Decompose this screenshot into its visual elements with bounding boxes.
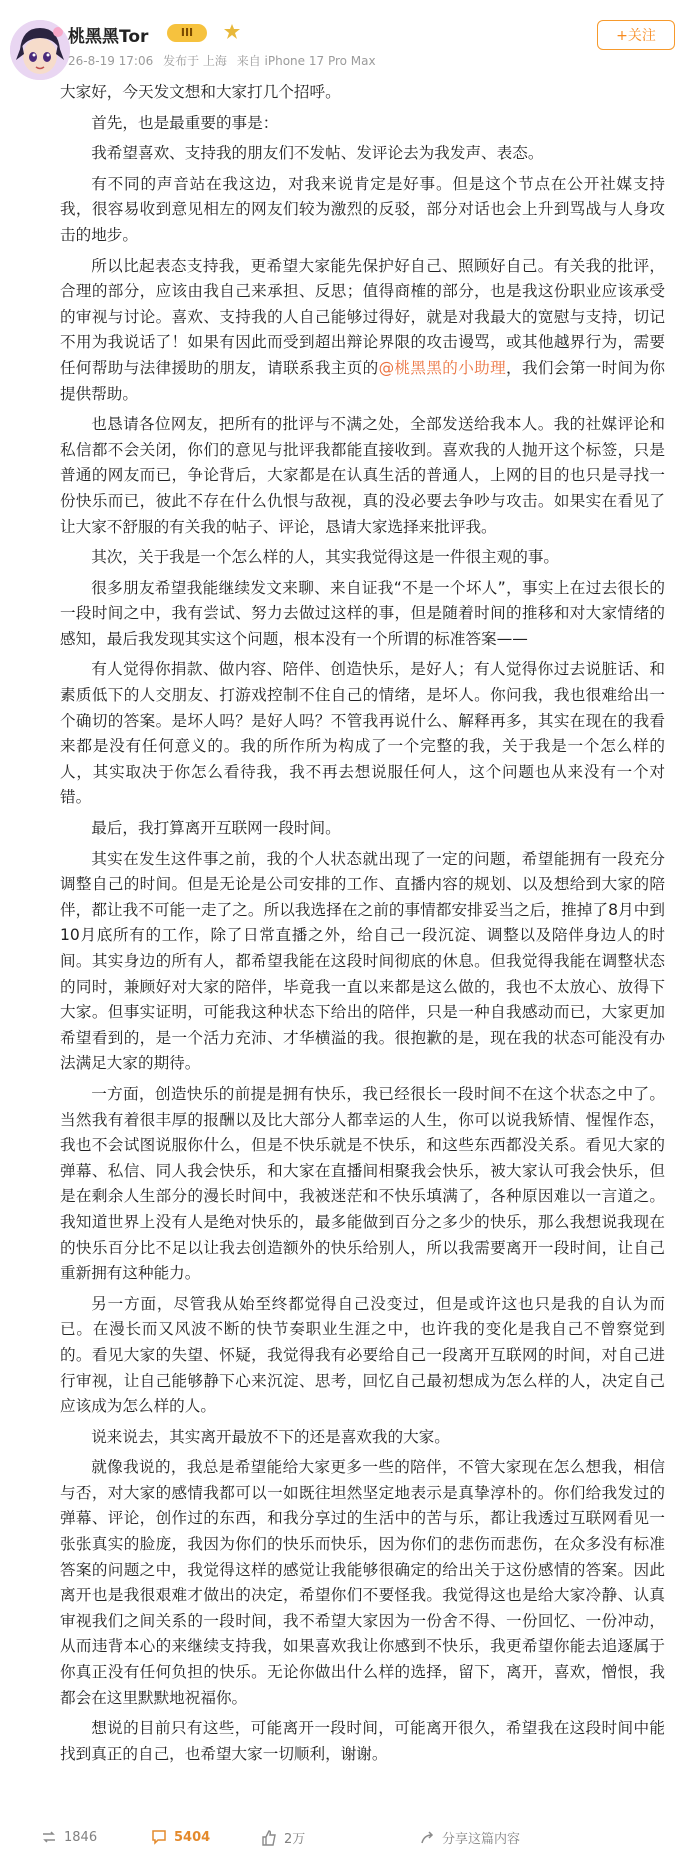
share-icon	[418, 1829, 436, 1847]
paragraph: 大家好，今天发文想和大家打几个招呼。	[60, 83, 341, 101]
avatar-illustration	[10, 20, 70, 80]
share-label: 分享这篇内容	[442, 1832, 521, 1847]
paragraph: 有不同的声音站在我这边，对我来说肯定是好事。但是这个节点在公开社媒支持我，很容易收到意见相左的网友们较为激烈的反驳，部分对话也会上升到骂战与人身攻击的地步。	[60, 174, 665, 244]
like-action[interactable]	[260, 1828, 305, 1847]
paragraph: 也恳请各位网友，把所有的批评与不满之处，全部发送给我本人。我的社媒评论和私信都不会关闭，你们的意见与批评我都能直接收到。喜欢我的人抛开这个标签，只是普通的网友而已，争论背后，大家都是在认真生活的普通人，上网的目的也只是寻找一份快乐而已，彼此不存在什么仇恨与敌视，真的没必要去争吵与攻击。如果实在看见了让大家不舒服的有关我的帖子、评论，恳请大家选择来批评我。	[60, 415, 665, 536]
post-body	[60, 80, 665, 1772]
comment-count: 5404	[174, 1829, 211, 1845]
paragraph: 最后，我打算离开互联网一段时间。	[91, 819, 341, 838]
repost-icon	[40, 1828, 58, 1846]
mention-link[interactable]: @桃黑黑的小助理	[378, 358, 507, 377]
comment-action[interactable]	[150, 1828, 210, 1846]
paragraph: 我希望喜欢、支持我的朋友们不发帖、发评论去为我发声、表态。	[91, 144, 544, 163]
post-meta	[68, 52, 382, 69]
thumbs-up-icon	[260, 1829, 278, 1847]
post-device: 来自 iPhone 17 Pro Max	[236, 54, 376, 68]
repost-action[interactable]	[40, 1828, 97, 1846]
share-action[interactable]	[418, 1828, 520, 1847]
paragraph: 其实在发生这件事之前，我的个人状态就出现了一定的问题，希望能拥有一段充分调整自己的时间。但是无论是公司安排的工作、直播内容的规划、以及想给到大家的陪伴，都让我不可能一走了之。所以我选择在之前的事情都安排妥当之后，推掉了8月中到10月底所有的工作，除了日常直播之外，给自己一段沉淀、调整以及陪伴身边人的时间。其实身边的所有人，都希望我能在这段时间彻底的休息。但我觉得我能在调整状态的同时，兼顾好对大家的陪伴，毕竟我一直以来都是这么做的，我也不太放心、放得下大家。但事实证明，可能我这种状态下给出的陪伴，只是一种自我感动而已，大家更加希望看到的，是一个活力充沛、才华横溢的我。很抱歉的是，现在我的状态可能没有办法满足大家的期待。	[60, 849, 665, 1073]
paragraph: 另一方面，尽管我从始至终都觉得自己没变过，但是或许这也只是我的自认为而已。在漫长而又风波不断的快节奏职业生涯之中，也许我的变化是我自己不曾察觉到的。看见大家的失望、怀疑，我觉得我有必要给自己一段离开互联网的时间，对自己进行审视，让自己能够静下心来沉淀、思考，回忆自己最初想成为怎么样的人，决定自己应该成为怎么样的人。	[60, 1294, 665, 1416]
comment-icon	[150, 1828, 168, 1846]
paragraph	[60, 254, 665, 408]
post-location: 发布于 上海	[163, 54, 227, 68]
paragraph: 一方面，创造快乐的前提是拥有快乐，我已经很长一段时间不在这个状态之中了。当然我有着很丰厚的报酬以及比大部分人都幸运的人生，你可以说我矫情、惺惺作态，我也不会试图说服你什么，但是不快乐就是不快乐，和这些东西都没关系。看见大家的弹幕、私信、同人我会快乐，和大家在直播间相聚我会快乐，被大家认可我会快乐，但是在剩余人生部分的漫长时间中，我被迷茫和不快乐填满了，各种原因难以一言道之。我知道世界上没有人是绝对快乐的，最多能做到百分之多少的快乐，那么我想说我现在的快乐百分比不足以让我去创造额外的快乐给别人，所以我需要离开一段时间，让自己重新拥有这种能力。	[60, 1084, 665, 1283]
follow-button[interactable]: +关注	[597, 20, 675, 50]
paragraph: 说来说去，其实离开最放不下的还是喜欢我的大家。	[91, 1427, 450, 1446]
paragraph-text: 所以比起表态支持我，更希望大家能先保护好自己、照顾好自己。有关我的批评，合理的部分，应该由我自己来承担、反思；值得商榷的部分，也是我这份职业应该承受的审视与讨论。喜欢、支持我的人自己能够过得好，就是对我最大的宽慰与支持，切记不用为我说话了！如果有因此而受到超出辩论界限的攻击谩骂，或其他越界行为，需要任何帮助与法律援助的朋友，请联系我主页的	[60, 256, 665, 377]
repost-count: 1846	[64, 1829, 98, 1845]
vip-badge: III	[167, 24, 207, 42]
like-count: 2万	[284, 1832, 306, 1847]
avatar[interactable]	[10, 20, 70, 80]
paragraph: 有人觉得你捐款、做内容、陪伴、创造快乐，是好人；有人觉得你过去说脏话、和素质低下的人交朋友、打游戏控制不住自己的情绪，是坏人。你问我，我也很难给出一个确切的答案。是坏人吗？是好人吗？不管我再说什么、解释再多，其实在现在的我看来都是没有任何意义的。我的所作所为构成了一个完整的我，关于我是一个怎么样的人，其实取决于你怎么看待我，我不再去想说服任何人，这个问题也从来没有一个对错。	[60, 660, 665, 807]
paragraph: 想说的目前只有这些，可能离开一段时间，可能离开很久，希望我在这段时间中能找到真正的自己，也希望大家一切顺利，谢谢。	[60, 1719, 665, 1763]
action-bar	[0, 1822, 693, 1854]
paragraph: 首先，也是最重要的事是：	[91, 113, 279, 132]
paragraph: 其次，关于我是一个怎么样的人，其实我觉得这是一件很主观的事。	[91, 548, 560, 567]
username[interactable]: 桃黑黑Tor	[68, 27, 149, 47]
paragraph: 就像我说的，我总是希望能给大家更多一些的陪伴，不管大家现在怎么想我，相信与否，对大家的感情我都可以一如既往坦然坚定地表示是真挚淳朴的。你们给我发过的弹幕、评论，创作过的东西，和我分享过的生活中的苦与乐，都让我透过互联网看见一张张真实的脸庞，我因为你们的快乐而快乐，因为你们的悲伤而悲伤，在众多没有标准答案的问题之中，我觉得这样的感觉让我能够很确定的给出关于这份感情的答案。因此离开也是我很艰难才做出的决定，希望你们不要怪我。我觉得这也是给大家冷静、认真审视我们之间关系的一段时间，我不希望大家因为一份舍不得、一份回忆、一份冲动，从而违背本心的来继续支持我，如果喜欢我让你感到不快乐，我更希望你能去追逐属于你真正没有任何负担的快乐。无论你做出什么样的选择，留下，离开，喜欢，憎恨，我都会在这里默默地祝福你。	[60, 1458, 665, 1707]
paragraph: 很多朋友希望我能继续发文来聊、来自证我“不是一个坏人”，事实上在过去很长的一段时间之中，我有尝试、努力去做过这样的事，但是随着时间的推移和对大家情绪的感知，最后我发现其实这个问题，根本没有一个所谓的标准答案——	[60, 578, 665, 648]
fan-badge-icon	[222, 22, 242, 42]
post-time: 26-8-19 17:06	[68, 54, 154, 68]
paragraph-text: ，我们会第一时间为你提供帮助。	[60, 358, 665, 403]
